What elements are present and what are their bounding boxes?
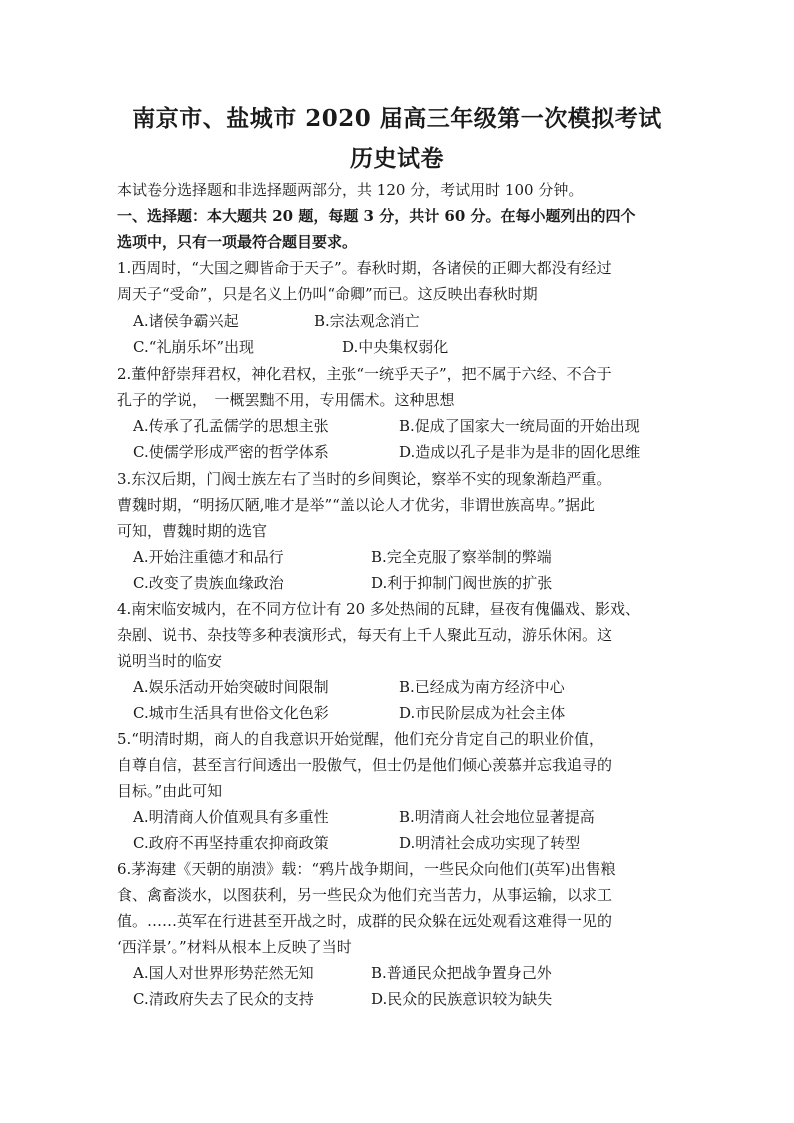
section-heading-line-1: 一、选择题：本大题共 20 题，每题 3 分，共计 60 分。在每小题列出的四个 (117, 207, 636, 225)
option-d: D.民众的民族意识较为缺失 (371, 990, 553, 1008)
question-stem-line: 周天子“受命”，只是名义上仍叫“命卿”而已。这反映出春秋时期 (117, 285, 538, 303)
option-d: D.市民阶层成为社会主体 (399, 704, 566, 722)
option-c: C.改变了贵族血缘政治 (133, 574, 284, 592)
option-b: B.普通民众把战争置身己外 (371, 964, 552, 982)
option-d: D.利于抑制门阀世族的扩张 (371, 574, 553, 592)
question-stem-line: 孔子的学说， 一概罢黜不用，专用儒术。这种思想 (117, 391, 455, 409)
option-d: D.造成以孔子是非为是非的固化思维 (399, 443, 641, 461)
option-a: A.诸侯争霸兴起 (133, 312, 239, 330)
option-a: A.传承了孔孟儒学的思想主张 (133, 417, 329, 435)
question-stem-line: 1.西周时，“大国之卿皆命于天子”。春秋时期，各诸侯的正卿大都没有经过 (117, 259, 612, 277)
option-b: B.已经成为南方经济中心 (399, 678, 565, 696)
option-b: B.完全克服了察举制的弊端 (371, 548, 552, 566)
question-stem-line: 6.茅海建《天朝的崩溃》载：“鸦片战争期间，一些民众向他们(英军)出售粮 (117, 860, 616, 878)
question-stem-line: 值。……英军在行进甚至开战之时，成群的民众躲在远处观看这难得一见的 (117, 912, 613, 930)
option-b: B.宗法观念消亡 (314, 312, 420, 330)
question-stem-line: 可知，曹魏时期的选官 (117, 522, 268, 540)
option-c: C.使儒学形成严密的哲学体系 (133, 443, 329, 461)
option-d: D.中央集权弱化 (342, 338, 449, 356)
question-stem-line: 5.“明清时期，商人的自我意识开始觉醒，他们充分肯定自己的职业价值， (117, 730, 604, 748)
option-c: C.清政府失去了民众的支持 (133, 990, 314, 1008)
option-a: A.国人对世界形势茫然无知 (133, 964, 314, 982)
question-stem-line: 曹魏时期，“明扬仄陋,唯才是举”“盖以论人才优劣，非谓世族高卑。”据此 (117, 496, 595, 514)
option-a: A.明清商人价值观具有多重性 (133, 808, 329, 826)
question-stem-line: 杂剧、说书、杂技等多种表演形式，每天有上千人聚此互动，游乐休闲。这 (117, 626, 613, 644)
option-c: C.“礼崩乐坏”出现 (133, 338, 255, 356)
option-a: A.娱乐活动开始突破时间限制 (133, 678, 329, 696)
option-a: A.开始注重德才和品行 (133, 548, 284, 566)
question-stem-line: 自尊自信，甚至言行间透出一股傲气，但士仍是他们倾心羡慕并忘我追寻的 (117, 756, 613, 774)
question-stem-line: 2.董仲舒崇拜君权，神化君权，主张“一统乎天子”，把不属于六经、不合于 (117, 365, 612, 383)
question-stem-line: ‘西洋景’。”材料从根本上反映了当时 (117, 938, 352, 956)
option-d: D.明清社会成功实现了转型 (399, 834, 581, 852)
question-stem-line: 目标。”由此可知 (117, 782, 223, 800)
option-b: B.促成了国家大一统局面的开始出现 (399, 417, 640, 435)
section-heading-line-2: 选项中，只有一项最符合题目要求。 (117, 233, 358, 251)
question-stem-line: 4.南宋临安城内，在不同方位计有 20 多处热闹的瓦肆，昼夜有傀儡戏、影戏、 (117, 600, 640, 618)
exam-instructions: 本试卷分选择题和非选择题两部分，共 120 分，考试用时 100 分钟。 (117, 181, 584, 199)
page-title: 南京市、盐城市 2020 届高三年级第一次模拟考试 (132, 105, 662, 132)
option-b: B.明清商人社会地位显著提高 (399, 808, 595, 826)
option-c: C.城市生活具有世俗文化色彩 (133, 704, 329, 722)
option-c: C.政府不再坚持重农抑商政策 (133, 834, 329, 852)
question-stem-line: 食、禽畜淡水，以图获利，另一些民众为他们充当苦力，从事运输，以求工 (117, 886, 613, 904)
question-stem-line: 说明当时的临安 (117, 652, 223, 670)
page-subtitle: 历史试卷 (350, 145, 444, 172)
question-stem-line: 3.东汉后期，门阀士族左右了当时的乡间舆论，察举不实的现象渐趋严重。 (117, 470, 612, 488)
